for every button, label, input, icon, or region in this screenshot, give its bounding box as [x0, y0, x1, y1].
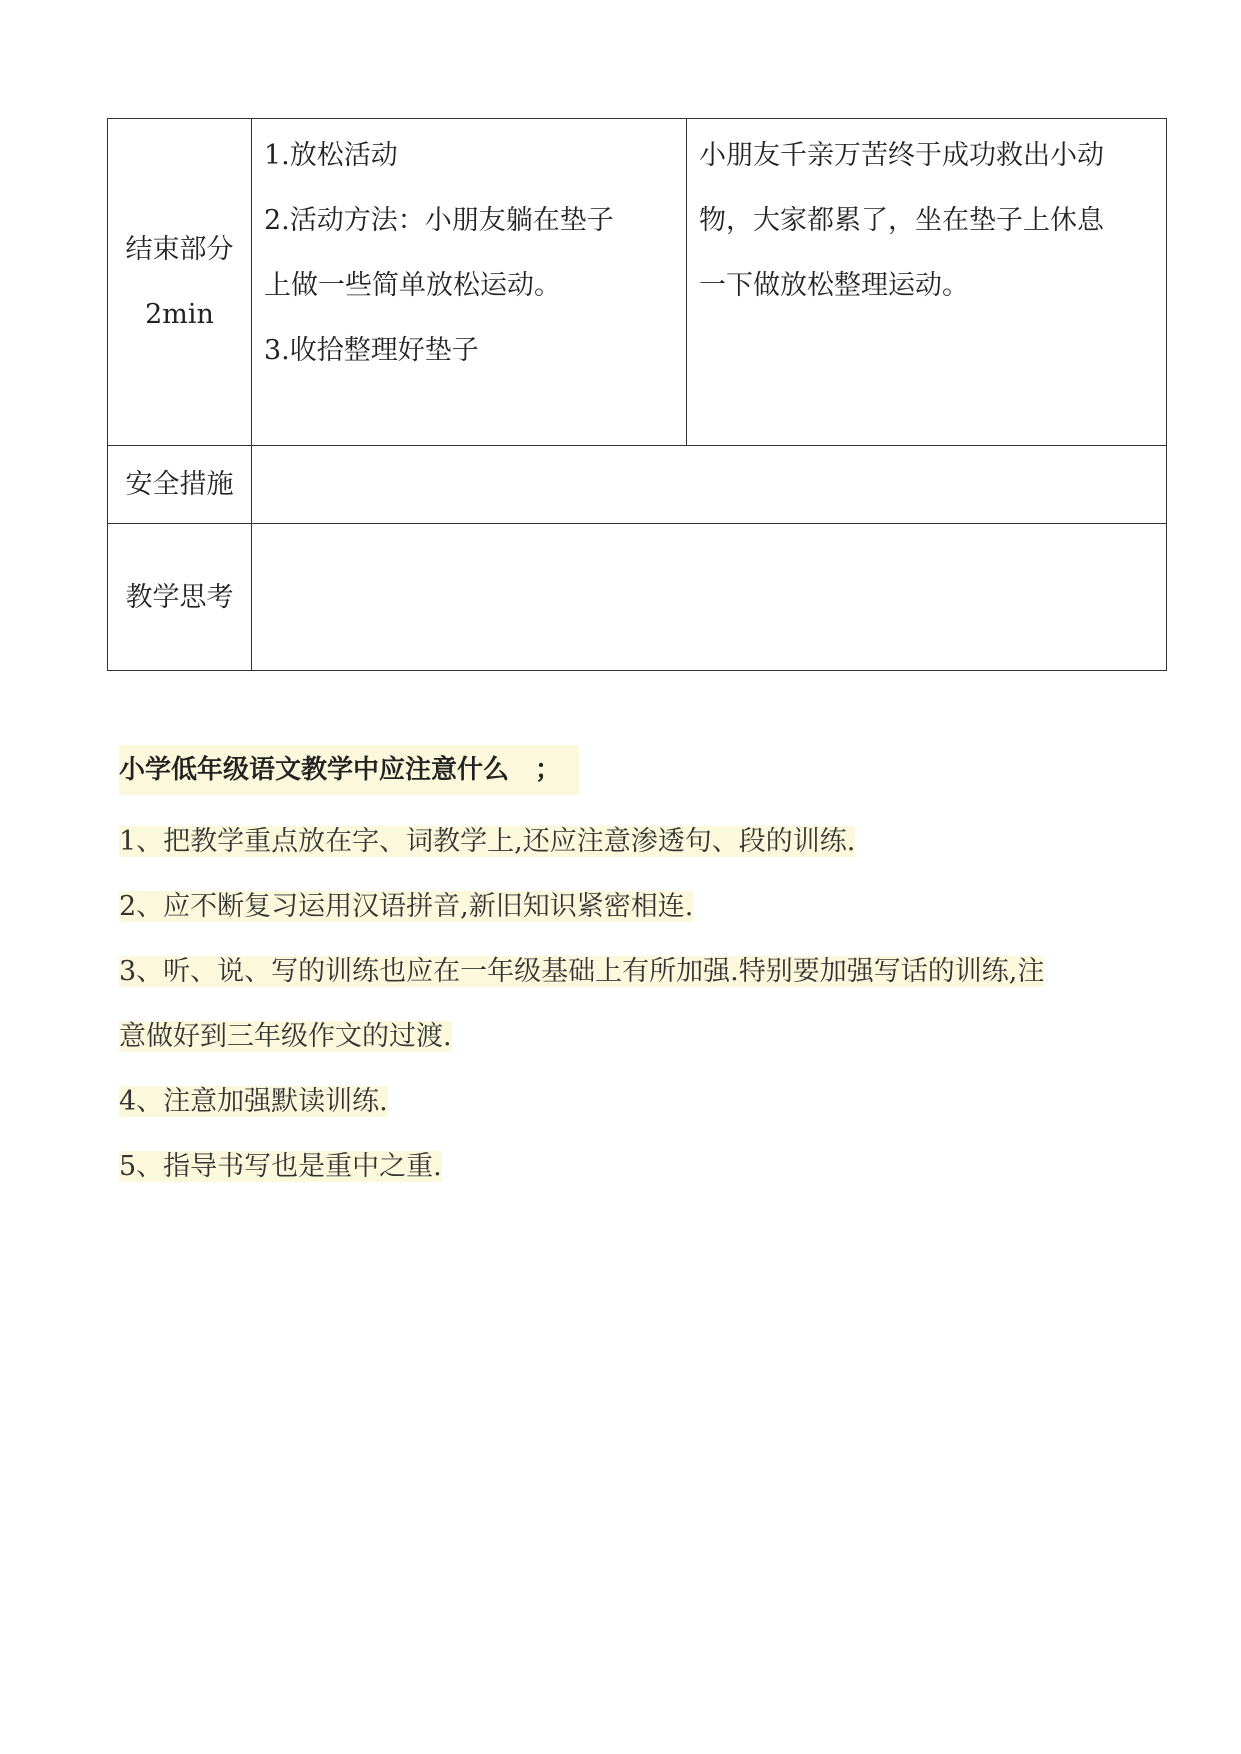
table-row-end-section — [108, 119, 1167, 446]
note-item-text: 1、把教学重点放在字、词教学上,还应注意渗透句、段的训练. — [119, 826, 856, 857]
notes-section — [119, 745, 1139, 1199]
reflection-label: 教学思考 — [108, 524, 252, 671]
lesson-plan-table — [107, 118, 1167, 671]
content-line: 2.活动方法：小朋友躺在垫子 — [264, 205, 614, 236]
content-line: 1.放松活动 — [264, 140, 398, 171]
content-line: 上做一些简单放松运动。 — [264, 270, 561, 301]
end-section-label: 结束部分 — [125, 234, 234, 265]
note-item — [119, 1134, 1139, 1199]
note-item-text: 意做好到三年级作文的过渡. — [119, 1021, 452, 1052]
content-line: 3.收拾整理好垫子 — [264, 335, 479, 366]
note-item — [119, 1069, 1139, 1134]
safety-content-cell — [252, 446, 1167, 524]
description-line: 物，大家都累了，坐在垫子上休息 — [699, 205, 1104, 236]
end-section-label-cell — [108, 119, 252, 446]
end-section-duration: 2min — [145, 299, 214, 330]
note-item — [119, 939, 1139, 1004]
end-section-content-cell — [252, 119, 687, 446]
note-item-text: 3、听、说、写的训练也应在一年级基础上有所加强.特别要加强写话的训练,注 — [119, 956, 1045, 987]
safety-label: 安全措施 — [108, 446, 252, 524]
reflection-content-cell — [252, 524, 1167, 671]
table-row-reflection — [108, 524, 1167, 671]
note-item-text: 5、指导书写也是重中之重. — [119, 1151, 442, 1182]
note-item — [119, 1004, 1139, 1069]
note-item-text: 4、注意加强默读训练. — [119, 1086, 388, 1117]
note-item-text: 2、应不断复习运用汉语拼音,新旧知识紧密相连. — [119, 891, 694, 922]
table-row-safety — [108, 446, 1167, 524]
description-line: 小朋友千亲万苦终于成功救出小动 — [699, 140, 1104, 171]
note-item — [119, 874, 1139, 939]
end-section-description-cell — [687, 119, 1167, 446]
description-line: 一下做放松整理运动。 — [699, 270, 969, 301]
note-item — [119, 809, 1139, 874]
notes-heading: 小学低年级语文教学中应注意什么 ； — [119, 745, 579, 795]
